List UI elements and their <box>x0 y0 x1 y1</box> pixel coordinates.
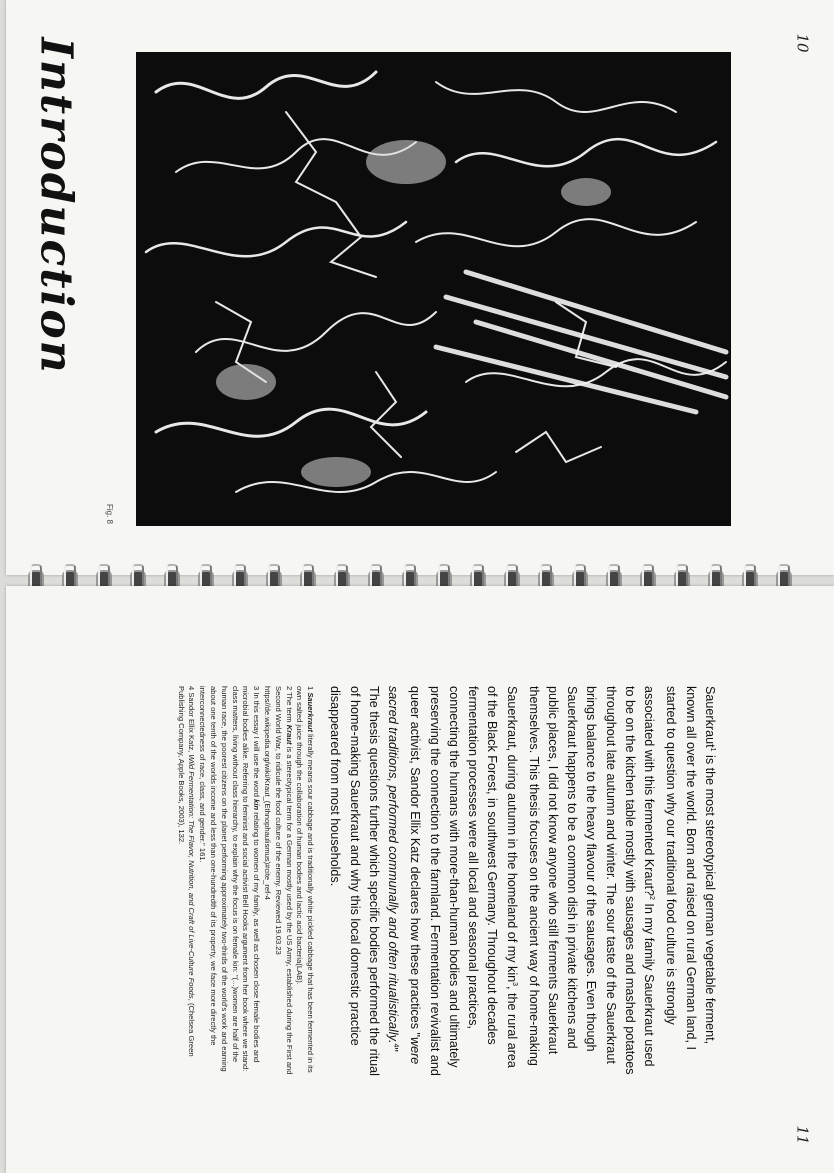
footnote <box>261 686 293 1076</box>
footnote-text: The term <box>284 692 294 725</box>
heading-wrap <box>20 37 92 375</box>
intro-term: Sauerkraut <box>702 686 717 748</box>
sauerkraut-photo-graphic <box>136 52 731 526</box>
footnote-ref: 2 <box>648 896 656 900</box>
footnote-number: 3 <box>252 686 262 691</box>
footnote-term: Sauerkraut <box>306 692 316 733</box>
body-text-segment: , the rural area of the Black Forest, in southwest Germany. Throughout decades fermentation processes were all local and seasonal practices, connecting the humans with more-than-human bodies and ultimately preserving the connection to the farmland. Fermentation revivalist and queer activist, Sandor Ellix Katz declares how these practices " <box>408 686 519 1076</box>
footnote-text: In this essay I will use the word <box>252 692 262 800</box>
footnote-term: kin <box>252 799 262 811</box>
footnote-ref: 4 <box>392 1043 400 1048</box>
footnote-number: 1 <box>306 686 316 691</box>
footnote-term: Kraut <box>284 724 294 745</box>
left-page <box>6 0 834 575</box>
footnote-text: is a stereotypical term for a German mostly used by the US Army, established during the First and Second World War, to ridicule the food culture of the enemy. Reviewed 19.03.23 https//de.wikipedia.org/wiki/Kraut_(Ethnophaulismus)#cite_ref-4 <box>263 686 294 1075</box>
footnote <box>196 686 261 1076</box>
body-paragraph <box>325 686 722 1076</box>
footnote-text: relating to women of my family, as well as chosen close female bodies and microbial bodies alike. Referring to feminist and social activist Bell Hooks argument from her book where we stand: class matters, living without class hierarchy, to explain why the focus is on female kin: "(...)women are half of the human race, the poorest citizens on the planet performing approximately two-thirds of the world's work and earning about one tenth of the worlds income and less than one-hundredth of its property, we face more directly the interconnectedness of race, class, and gender." 161. <box>198 686 262 1072</box>
footnote-text: literally means sour cabbage and is traditionally white pickled cabbage that has been fermented in its own salted juice through the collaboration of human bodies and lactic acid bacteria(LAB). <box>295 686 316 1073</box>
sauerkraut-photo <box>136 52 731 526</box>
page-number-bottom: 11 <box>793 1125 812 1145</box>
body-text-segment: is the most stereotypical german vegetable ferment, known all over the world. Born and raised on rural German land, I started to question why our traditional food culture is strongly associated with this fermented Kraut? <box>642 686 717 1051</box>
text-box <box>175 686 722 1076</box>
footnote-text: Sandor Ellix Katz, <box>187 692 197 755</box>
footnote-term: Wild Fermentation: The Flavor, Nutrition, and Craft of Live-Culture Foods <box>187 754 197 999</box>
footnote-ref: 1 <box>709 747 716 752</box>
page-number-top: 10 <box>793 33 812 53</box>
figure-label: Fig. 8 <box>105 504 114 525</box>
quote-text: were sacred traditions, performed communally and often ritualistically. <box>386 686 423 1065</box>
footnote-ref: 3 <box>510 982 518 987</box>
footnote-number: 4 <box>187 686 197 691</box>
body-text-segment: " The thesis questions further which specific bodies performed the ritual of home-making Sauerkraut and why this local domestic practice disappeared from most households. <box>328 686 400 1076</box>
text-column <box>32 686 722 1076</box>
footnote-number: 2 <box>284 686 294 691</box>
footnote-text: , (Chelsea Green Publishing Company, Apple Books, 2003), 132. <box>176 686 197 1057</box>
rotated-text-block <box>32 686 722 1076</box>
page-title: Introduction <box>30 37 82 375</box>
body-text-segment: In my family Sauerkraut used to be on the kitchen table mostly with sausages and mashed potatoes throughout late autumn and winter. The sour taste of the Sauerkraut brings balance to the heavy flavour of the sausages. Even though Sauerkraut happens to be a common dish in private kitchens and public places, I did not know anyone who still ferments Sauerkraut themselves. This thesis focuses on the ancient way of home-making Sauerkraut, during autumn in the homeland of my kin <box>504 686 657 1075</box>
footnote <box>175 686 197 1076</box>
footnote <box>294 686 316 1076</box>
footnotes <box>175 686 315 1076</box>
